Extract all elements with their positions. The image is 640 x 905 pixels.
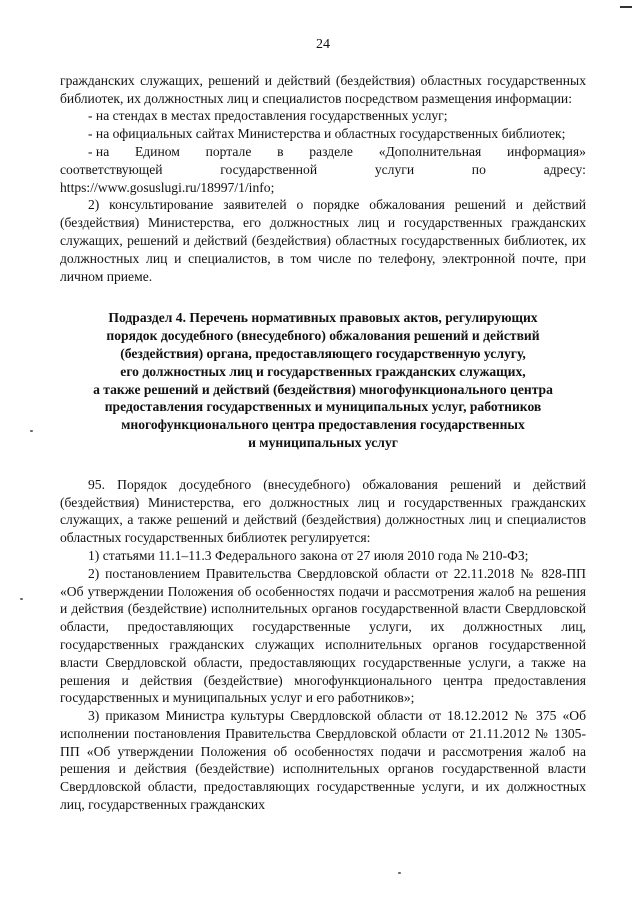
scan-speck: [30, 430, 33, 432]
heading-line: многофункционального центра предоставления государственных: [121, 417, 525, 433]
section-95-item-3: 3) приказом Министра культуры Свердловской области от 18.12.2012 № 375 «Об исполнении постановления Правительства Свердловской области от 21.11.2012 № 1305-ПП «Об утверждении Положения об особенностях подачи и рассмотрения жалоб на решения и действия (бездействие) исполнительных органов государственной власти Свердловской области, предоставляющих государственные услуги, и их должностных лиц, государственных гражданских: [60, 708, 586, 813]
scan-speck: [20, 598, 23, 600]
heading-line: (бездействия) органа, предоставляющего государственную услугу,: [120, 345, 526, 361]
list-item-portal-line1: - на Едином портале в разделе «Дополнительная информация»: [88, 143, 586, 159]
heading-line: порядок досудебного (внесудебного) обжалования решений и действий: [106, 328, 540, 344]
list-item-consult: 2) консультирование заявителей о порядке обжалования решений и действий (бездействия) Министерства, его должностных лиц и государственных гражданских служащих, решений и действий (бездействия) областных государственных библиотек, их должностных лиц и специалистов, в том числе по телефону, электронной почте, при личном приеме.: [60, 197, 586, 284]
list-item-portal-line2: соответствующей государственной услуги по адресу:: [60, 161, 586, 177]
subsection-heading: [70, 309, 576, 451]
heading-line: а также решений и действий (бездействия) многофункционального центра: [93, 381, 553, 397]
heading-line: и муниципальных услуг: [248, 434, 398, 450]
section-95-item-2: 2) постановлением Правительства Свердловской области от 22.11.2018 № 828-ПП «Об утверждении Положения об особенностях подачи и рассмотрения жалоб на решения и действия (бездействие) исполнительных органов государственной власти Свердловской области, предоставляющих государственные услуги, их должностных лиц, государственных гражданских служащих исполнительных органов государственной власти Свердловской области, предоставляющих государственные услуги, а также на решения и действия (бездействие) многофункционального центра предоставления государственных и муниципальных услуг и его работников»;: [60, 565, 586, 706]
section-95-item-1: 1) статьями 11.1–11.3 Федерального закона от 27 июля 2010 года № 210-ФЗ;: [88, 547, 529, 563]
intro-paragraph: гражданских служащих, решений и действий (бездействия) областных государственных библиотек, их должностных лиц и специалистов посредством размещения информации:: [60, 72, 586, 106]
portal-url: https://www.gosuslugi.ru/18997/1/info;: [60, 179, 275, 195]
list-item-sites: - на официальных сайтах Министерства и областных государственных библиотек;: [88, 126, 566, 142]
list-item-stands: - на стендах в местах предоставления государственных услуг;: [88, 108, 448, 124]
heading-line: предоставления государственных и муниципальных услуг, работников: [104, 399, 542, 415]
scan-speck: [398, 872, 401, 874]
scan-corner-mark: [620, 6, 632, 8]
heading-line: Подраздел 4. Перечень нормативных правовых актов, регулирующих: [108, 310, 538, 326]
heading-line: его должностных лиц и государственных гражданских служащих,: [120, 363, 526, 379]
page-number: 24: [316, 37, 330, 52]
document-page: [60, 36, 586, 814]
section-95-paragraph: 95. Порядок досудебного (внесудебного) обжалования решений и действий (бездействия) Министерства, его должностных лиц и государственных гражданских служащих, а также решений и действий (бездействия) должностных лиц и специалистов областных государственных библиотек регулируется:: [60, 476, 586, 546]
